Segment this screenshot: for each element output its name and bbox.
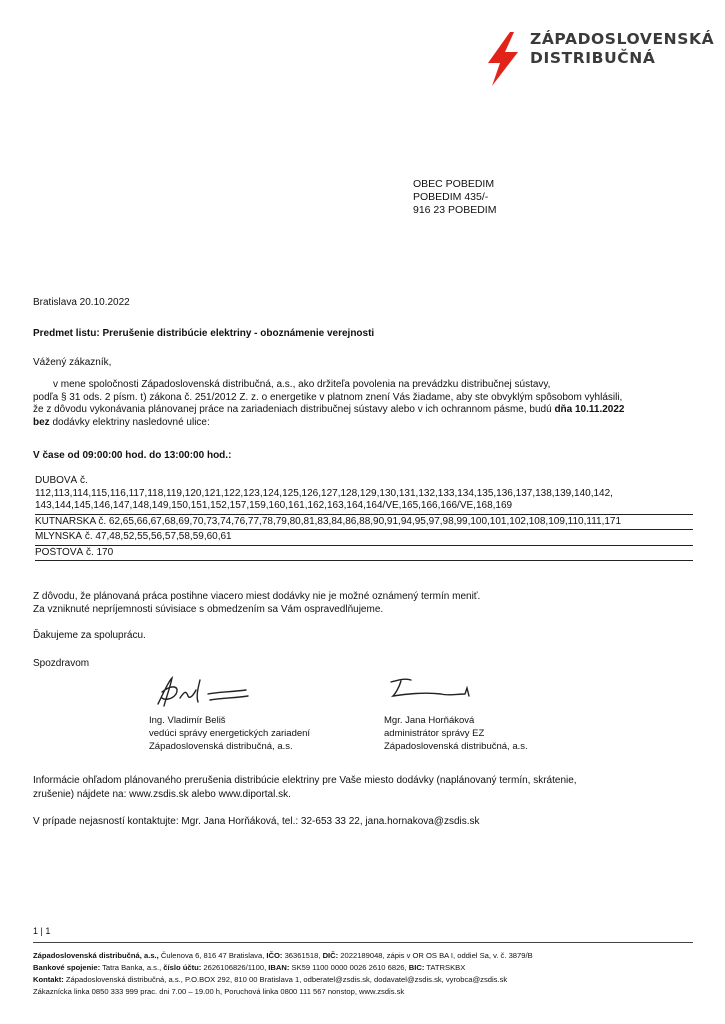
signatory-1-role: vedúci správy energetických zariadení (149, 728, 311, 739)
signatory-2-company: Západoslovenská distribučná, a.s. (384, 741, 528, 752)
street-line: MLYNSKÁ č. 47,48,52,55,56,57,58,59,60,61 (35, 531, 232, 542)
page-number: 1 | 1 (33, 926, 51, 936)
signature-hornakova (385, 672, 495, 712)
footer-ico-label: IČO: (266, 951, 283, 960)
street-row-dubova (35, 475, 693, 515)
company-logo-icon (480, 30, 528, 88)
footer-address: Čulenova 6, 816 47 Bratislava, (158, 951, 267, 960)
contact-line: V prípade nejasností kontaktujte: Mgr. Jana Horňáková, tel.: 32-653 33 22, jana.hornakova@zsdis.sk (33, 816, 480, 827)
body-paragraph (33, 379, 695, 429)
body-line-1: v mene spoločnosti Západoslovenská distribučná, a.s., ako držiteľa povolenia na prevádzku distribučnej sústavy, (53, 379, 551, 390)
body-line-4 (33, 417, 695, 430)
recipient-line-3: 916 23 POBEDIM (413, 204, 497, 216)
footer-bic: TATRSKBX (424, 963, 466, 972)
info-line-2: zrušenie) nájdete na: www.zsdis.sk alebo www.diportal.sk. (33, 789, 291, 800)
closing-line-1: Z dôvodu, že plánovaná práca postihne viacero miest dodávky nie je možné oznámený termín meniť. (33, 591, 481, 602)
closing-line-2: Za vzniknuté nepríjemnosti súvisiace s obmedzením sa Vám ospravedlňujeme. (33, 604, 384, 615)
body-line-3-text: že z dôvodu vykonávania plánovanej práce na zariadeniach distribučnej sústavy alebo v ich ochrannom pásme, budú (33, 404, 555, 416)
info-line-1: Informácie ohľadom plánovaného prerušenia distribúcie elektriny pre Vaše miesto dodávky (naplánovaný termín, skrátenie, (33, 775, 577, 786)
street-line: 112,113,114,115,116,117,118,119,120,121,122,123,124,125,126,127,128,129,130,131,132,133,134,135,136,137,138,139,140,142, (35, 487, 613, 499)
street-line: 143,144,145,146,147,148,149,150,151,152,157,159,160,161,162,163,164,164/VE,165,166,166/VE,168,169 (35, 500, 513, 511)
footer-contact: Západoslovenská distribučná, a.s., P.O.BOX 292, 810 00 Bratislava 1, odberatel@zsdis.sk, dodavatel@zsdis.sk, vyrobca@zsdis.sk (63, 975, 508, 984)
footer-line-2 (33, 962, 698, 974)
company-logo (530, 30, 714, 68)
footer-bic-label: BIC: (408, 963, 425, 972)
signatory-1-company: Západoslovenská distribučná, a.s. (149, 741, 293, 752)
footer-line-1 (33, 950, 698, 962)
footer-bank-label: Bankové spojenie: (33, 963, 101, 972)
footer-line-3 (33, 974, 698, 986)
signatory-2-name: Mgr. Jana Horňáková (384, 715, 475, 726)
street-row-mlynska (35, 531, 693, 546)
greeting: Vážený zákazník, (33, 357, 112, 368)
footer (33, 950, 698, 998)
logo-line-2: DISTRIBUČNÁ (530, 49, 656, 67)
street-line: KUTNÁRSKA č. 62,65,66,67,68,69,70,73,74,76,77,78,79,80,81,83,84,86,88,90,91,94,95,97,98,99,100,101,102,108,109,110,111,171 (35, 515, 622, 527)
thanks-line: Ďakujeme za spoluprácu. (33, 630, 146, 641)
footer-line-4: Zákaznícka linka 0850 333 999 prac. dni 7.00 – 19.00 h, Poruchová linka 0800 111 567 nonstop, www.zsdis.sk (33, 987, 405, 996)
outage-date: dňa 10.11.2022 (554, 404, 625, 416)
body-line-4-bold: bez (33, 416, 50, 428)
recipient-line-1: OBEC POBEDIM (413, 178, 495, 190)
footer-company: Západoslovenská distribučná, a.s., (33, 951, 159, 960)
street-line: POŠTOVÁ č. 170 (35, 546, 114, 558)
footer-divider (33, 942, 693, 943)
footer-dic-label: DIČ: (322, 951, 339, 960)
footer-iban: SK59 1100 0000 0026 2610 6826, (289, 963, 409, 972)
footer-iban-label: IBAN: (268, 963, 290, 972)
footer-account: 2626106826/1100, (201, 963, 269, 972)
street-row-postova (35, 547, 693, 562)
signatory-1 (149, 714, 310, 753)
street-line: DUBOVÁ č. (35, 475, 88, 486)
streets-list (35, 475, 693, 562)
footer-dic: 2022189048, zápis v OR OS BA I, oddiel Sa, v. č. 3879/B (338, 951, 533, 960)
signatory-1-name: Ing. Vladimír Beliš (149, 715, 226, 726)
body-line-2: podľa § 31 ods. 2 písm. t) zákona č. 251/2012 Z. z. o energetike v platnom znení Vás žiadame, aby ste obvyklým spôsobom vyhlásili, (33, 391, 623, 403)
subject-line: Predmet listu: Prerušenie distribúcie elektriny - oboznámenie verejnosti (33, 328, 375, 339)
footer-bank: Tatra Banka, a.s., (100, 963, 164, 972)
date-line: Bratislava 20.10.2022 (33, 297, 130, 308)
logo-line-1: ZÁPADOSLOVENSKÁ (530, 30, 715, 48)
signature-belis (150, 672, 260, 712)
footer-contact-label: Kontakt: (33, 975, 64, 984)
signatory-2-role: administrátor správy EZ (384, 728, 485, 739)
regards-line: Spozdravom (33, 658, 90, 669)
body-line-4-text: dodávky elektriny nasledovné ulice: (49, 416, 210, 428)
signatory-2 (384, 714, 528, 753)
street-row-kutnarska (35, 516, 693, 531)
body-line-3 (33, 404, 695, 417)
recipient-line-2: POBEDIM 435/- (413, 191, 489, 203)
footer-account-label: číslo účtu: (163, 963, 202, 972)
footer-ico: 36361518, (282, 951, 323, 960)
time-window: V čase od 09:00:00 hod. do 13:00:00 hod.: (33, 450, 232, 461)
recipient-address (413, 178, 496, 217)
